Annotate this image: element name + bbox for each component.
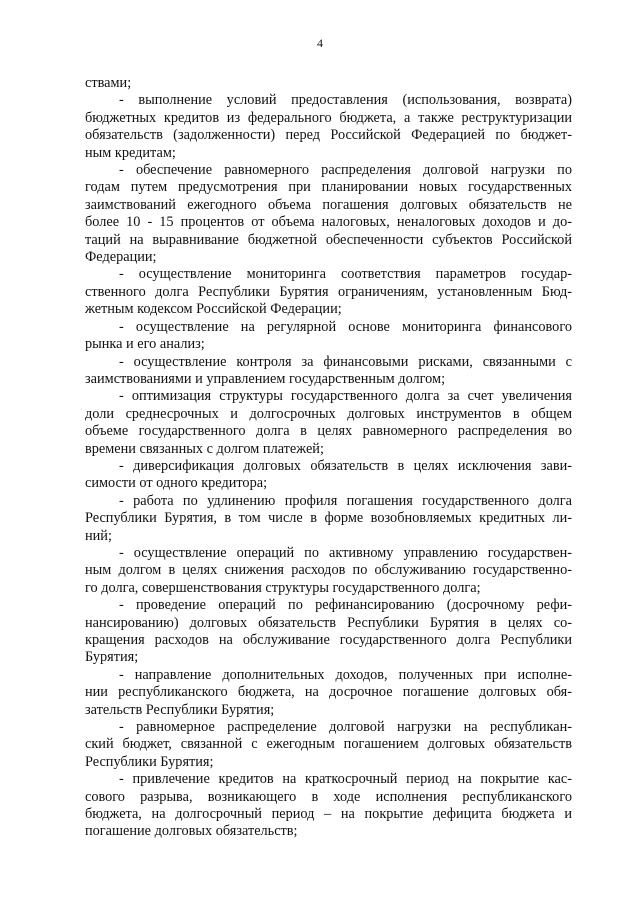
text-line: ственного долга Республики Бурятия ограничениям, установленным Бюд- xyxy=(85,283,572,300)
text-line: Республики Бурятия, в том числе в форме возобновляемых кредитных ли- xyxy=(85,510,572,527)
text-line: жетным кодексом Российской Федерации; xyxy=(85,301,342,318)
text-line: времени связанных с долгом платежей; xyxy=(85,440,324,457)
text-line: - диверсификация долговых обязательств в целях исключения зави- xyxy=(119,457,572,474)
text-line: ным долгом в целях снижения расходов по обслуживанию государственно- xyxy=(85,562,572,579)
text-line: - привлечение кредитов на краткосрочный период на покрытие кас- xyxy=(119,771,572,788)
text-line: погашение долговых обязательств; xyxy=(85,823,298,840)
text-line: более 10 - 15 процентов от объема налоговых, неналоговых доходов и до- xyxy=(85,214,572,231)
text-line: Республики Бурятия; xyxy=(85,753,214,770)
text-line: заимствований ежегодного объема погашения долговых обязательств не xyxy=(85,196,572,213)
text-line: Федерации; xyxy=(85,249,157,266)
body-text xyxy=(85,75,572,841)
text-line: - равномерное распределение долговой нагрузки на республикан- xyxy=(119,719,572,736)
text-line: ский бюджет, связанной с ежегодным погашением долговых обязательств xyxy=(85,736,572,753)
text-line: - работа по удлинению профиля погашения государственного долга xyxy=(119,492,572,509)
text-line: симости от одного кредитора; xyxy=(85,475,268,492)
text-line: го долга, совершенствования структуры государственного долга; xyxy=(85,579,481,596)
text-line: Бурятия; xyxy=(85,649,139,666)
text-line: объеме государственного долга в целях равномерного распределения во xyxy=(85,423,572,440)
text-line: ствами; xyxy=(85,75,132,91)
text-line: - обеспечение равномерного распределения долговой нагрузки по xyxy=(119,162,572,179)
text-line: годам путем предусмотрения при планировании новых государственных xyxy=(85,179,572,196)
text-line: обязательств (задолженности) перед Российской Федерацией по бюджет- xyxy=(85,127,572,144)
text-line: бюджета, на долгосрочный период – на покрытие дефицита бюджета и xyxy=(85,806,572,823)
text-line: - осуществление мониторинга соответствия параметров государ- xyxy=(119,266,572,283)
text-line: нии республиканского бюджета, на досрочное погашение долговых обя- xyxy=(85,684,572,701)
text-line: кращения расходов на обслуживание государственного долга Республики xyxy=(85,632,572,648)
text-line: - направление дополнительных доходов, полученных при исполне- xyxy=(119,666,572,683)
text-line: зательств Республики Бурятия; xyxy=(85,701,275,718)
text-line: заимствованиями и управлением государственным долгом; xyxy=(85,370,446,387)
text-line: - оптимизация структуры государственного долга за счет увеличения xyxy=(119,388,572,405)
text-line: - выполнение условий предоставления (использования, возврата) xyxy=(119,92,572,109)
text-line: таций на выравнивание бюджетной обеспеченности субъектов Российской xyxy=(85,231,572,248)
page-number: 4 xyxy=(317,36,323,50)
text-line: ний; xyxy=(85,527,112,544)
text-line: доли среднесрочных и долгосрочных долговых инструментов в общем xyxy=(85,405,572,422)
text-line: - осуществление операций по активному управлению государствен- xyxy=(119,544,572,561)
text-line: ным кредитам; xyxy=(85,144,176,161)
text-line: - проведение операций по рефинансированию (досрочному рефи- xyxy=(119,597,572,614)
text-line: сового разрыва, возникающего в ходе исполнения республиканского xyxy=(85,788,572,805)
text-line: бюджетных кредитов из федерального бюджета, а также реструктуризации xyxy=(85,109,572,126)
text-line: - осуществление на регулярной основе мониторинга финансового xyxy=(119,318,572,335)
text-line: - осуществление контроля за финансовыми рисками, связанными с xyxy=(119,353,572,370)
text-line: нансированию) долговых обязательств Республики Бурятия в целях со- xyxy=(85,614,572,631)
text-line: рынка и его анализ; xyxy=(85,336,205,353)
